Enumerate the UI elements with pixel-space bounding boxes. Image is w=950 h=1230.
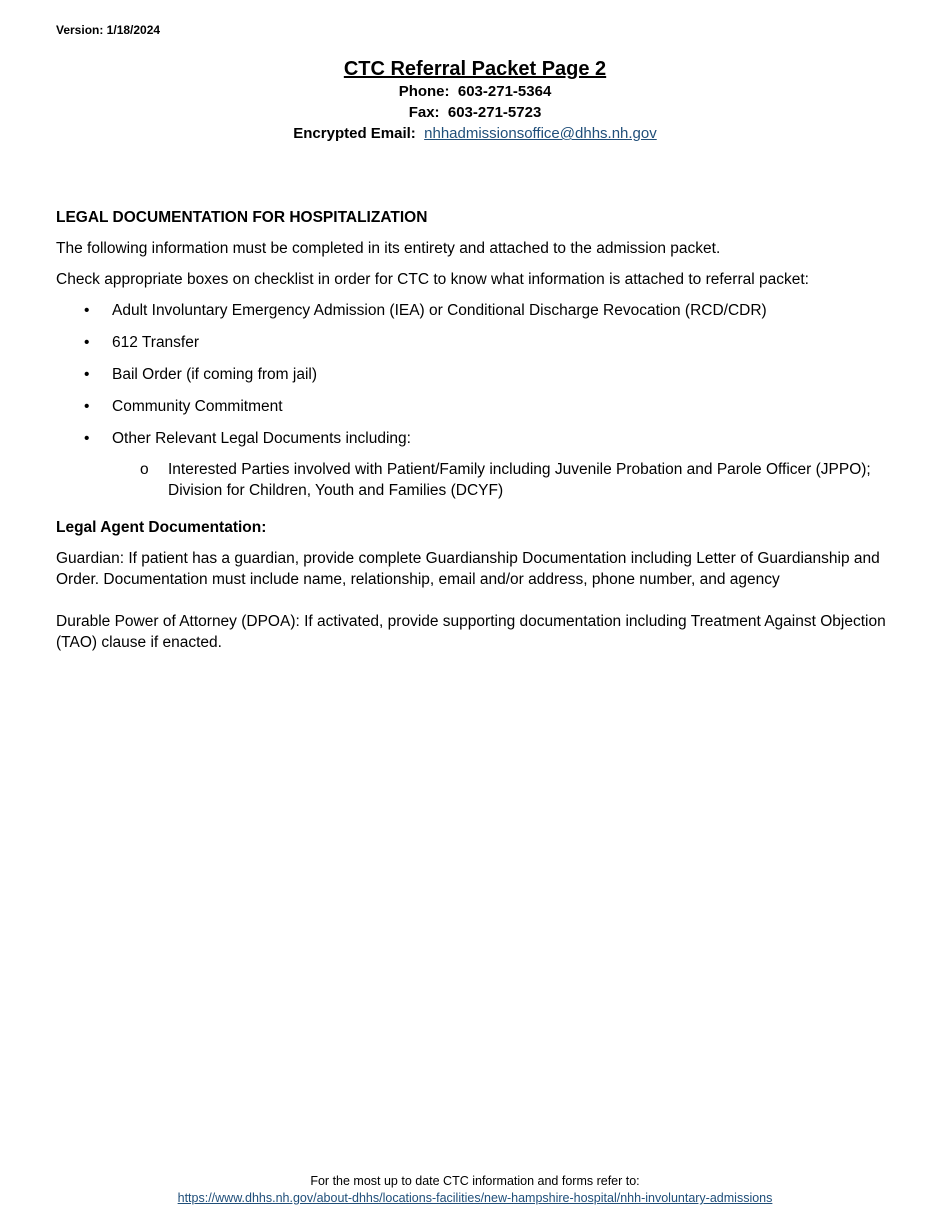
email-link[interactable]: nhhadmissionsoffice@dhhs.nh.gov <box>424 125 657 142</box>
dpoa-paragraph: Durable Power of Attorney (DPOA): If activated, provide supporting documentation including Treatment Against Objection (TAO) clause if enacted. <box>56 613 886 651</box>
fax-line <box>0 102 950 123</box>
list-item <box>56 396 896 417</box>
bullet-icon: • <box>84 302 90 319</box>
phone-line <box>0 81 950 102</box>
guardian-paragraph: Guardian: If patient has a guardian, provide complete Guardianship Documentation including Letter of Guardianship and Order. Documentation must include name, relationship, email and/or address, phone number, and agency <box>56 550 880 588</box>
sub-list-item <box>112 459 896 501</box>
bullet-icon: • <box>84 430 90 447</box>
page-footer <box>0 1173 950 1207</box>
version-label: Version: 1/18/2024 <box>56 23 161 37</box>
phone-number: 603-271-5364 <box>457 83 552 100</box>
footer-note: For the most up to date CTC information and forms refer to: <box>310 1174 640 1188</box>
email-line <box>0 123 950 144</box>
bullet-icon: • <box>84 398 90 415</box>
page-title: CTC Referral Packet Page 2 <box>343 58 607 80</box>
list-item-text: Bail Order (if coming from jail) <box>112 366 317 383</box>
list-item <box>56 364 896 385</box>
fax-number: 603-271-5723 <box>447 104 542 121</box>
document-header <box>0 57 950 144</box>
checklist-instruction: Check appropriate boxes on checklist in order for CTC to know what information is attached to referral packet: <box>56 271 809 288</box>
phone-label: Phone: <box>398 83 450 100</box>
sub-list-item-text: Interested Parties involved with Patient/Family including Juvenile Probation and Parole Officer (JPPO); Division for Children, Youth and Families (DCYF) <box>168 461 871 499</box>
bullet-icon: • <box>84 334 90 351</box>
list-item <box>56 300 896 321</box>
legal-section-title: LEGAL DOCUMENTATION FOR HOSPITALIZATION <box>56 209 428 226</box>
fax-label: Fax: <box>408 104 440 121</box>
legal-checklist <box>56 300 896 501</box>
footer-link[interactable]: https://www.dhhs.nh.gov/about-dhhs/locations-facilities/new-hampshire-hospital/nhh-involuntary-admissions <box>177 1191 773 1205</box>
legal-agent-title: Legal Agent Documentation: <box>56 519 267 536</box>
list-item-text: Other Relevant Legal Documents including: <box>112 430 411 447</box>
document-body <box>56 207 896 653</box>
list-item-text: Adult Involuntary Emergency Admission (IEA) or Conditional Discharge Revocation (RCD/CDR) <box>112 302 767 319</box>
list-item <box>56 428 896 501</box>
email-label: Encrypted Email: <box>293 125 416 142</box>
legal-intro: The following information must be completed in its entirety and attached to the admission packet. <box>56 240 721 257</box>
circle-bullet-icon: o <box>140 461 149 478</box>
list-item-text: Community Commitment <box>112 398 283 415</box>
sub-list <box>112 459 896 501</box>
bullet-icon: • <box>84 366 90 383</box>
list-item-text: 612 Transfer <box>112 334 200 351</box>
list-item <box>56 332 896 353</box>
